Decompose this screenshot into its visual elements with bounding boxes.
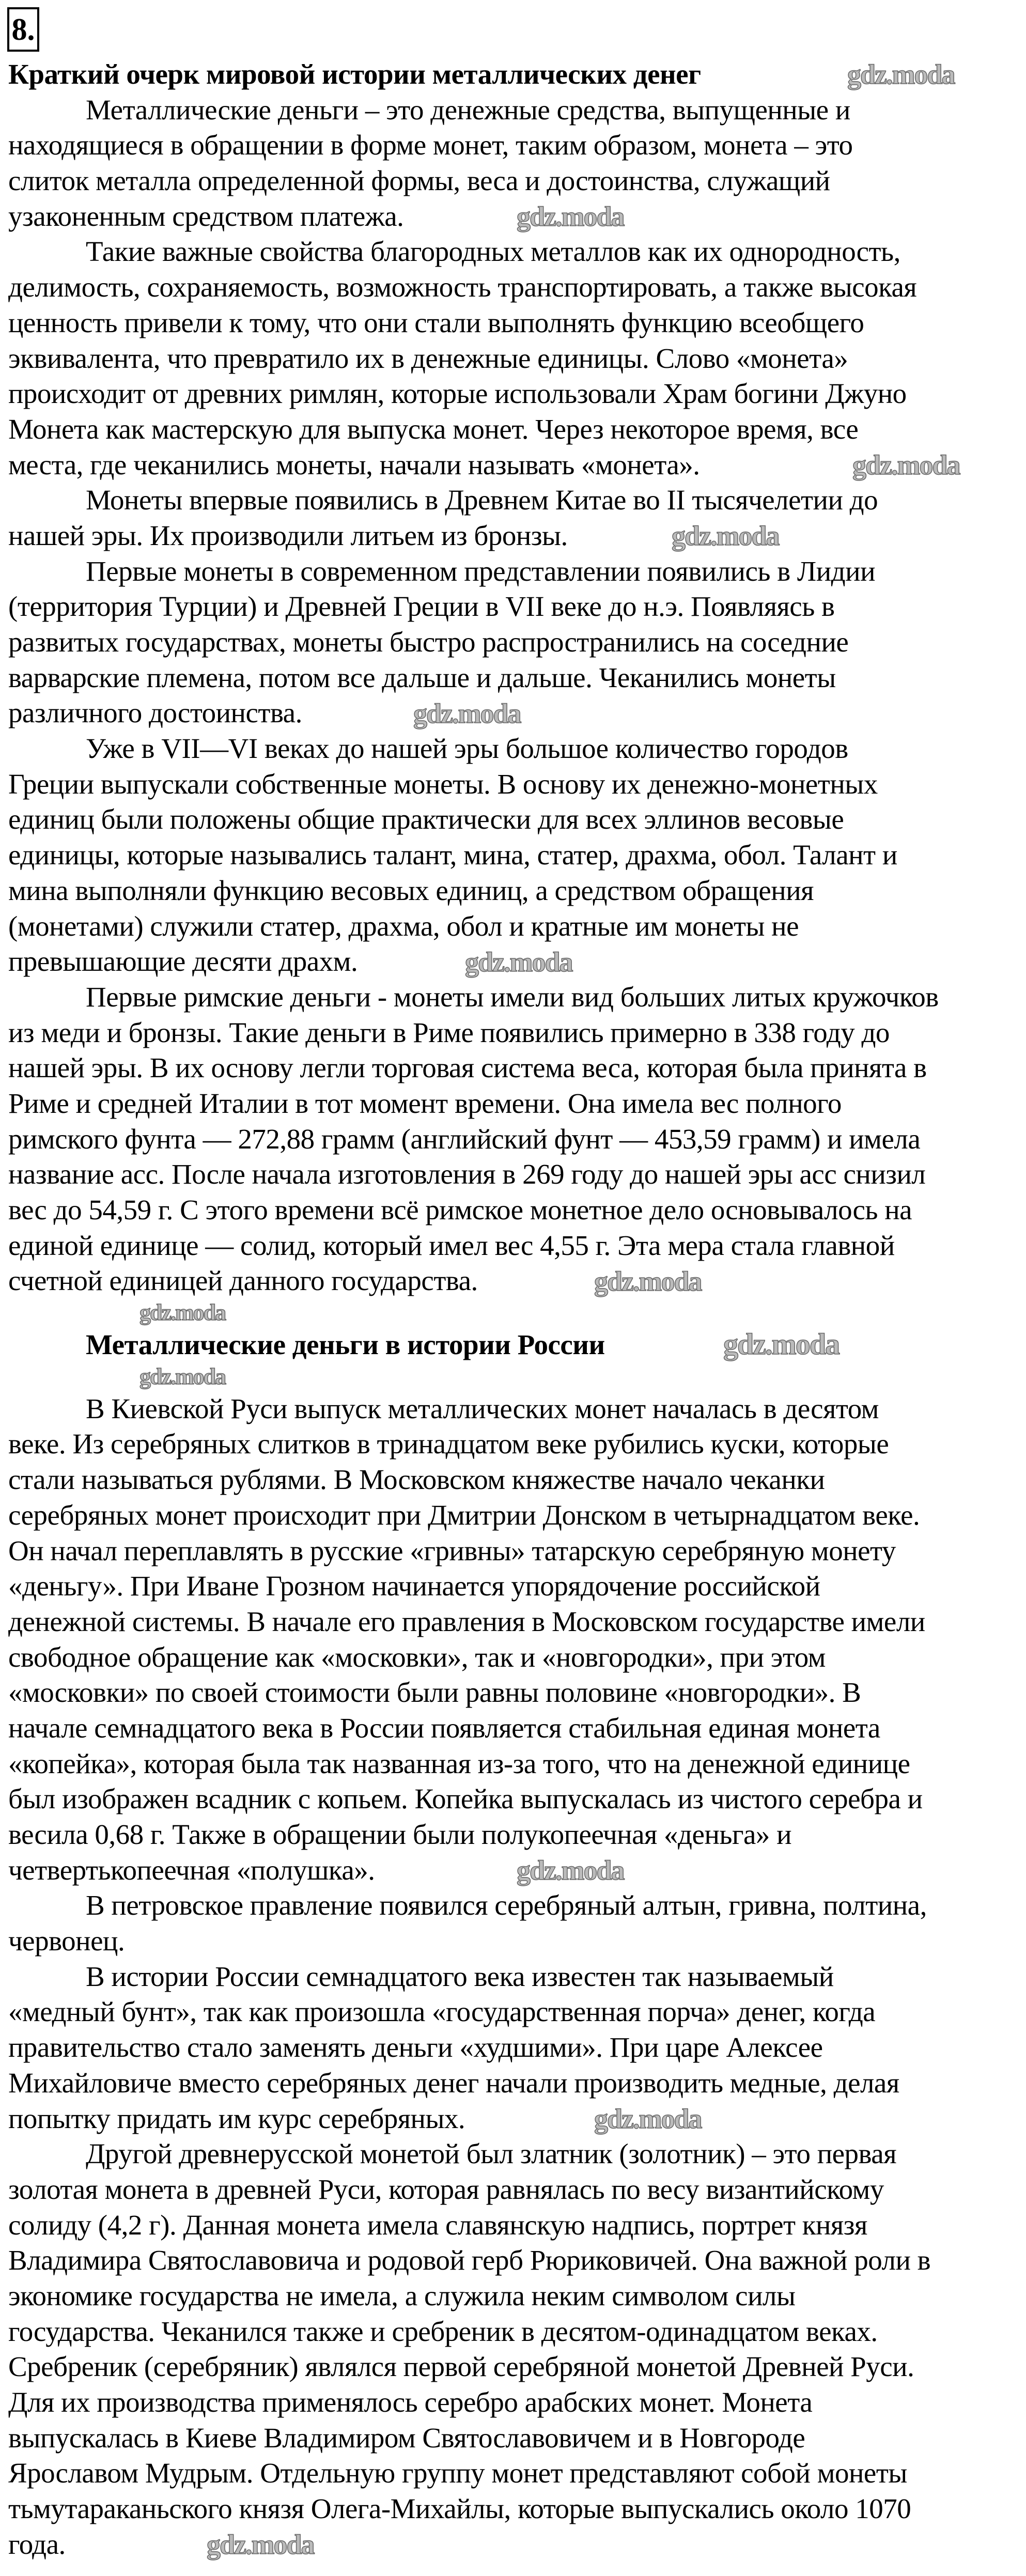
watermark: gdz.moda — [723, 1327, 840, 1361]
text-line: экономике государства не имела, а служила неким символом силы — [8, 2279, 796, 2311]
text-line: «московки» по своей стоимости были равны половине «новгородки». В — [8, 1677, 861, 1709]
text-line: места, где чеканились монеты, начали называть «монета». — [8, 448, 700, 480]
text-line: Другой древнерусской монетой был златник (золотник) – это первая — [86, 2138, 897, 2170]
text-line: эквивалента, что превратило их в денежные единицы. Слово «монета» — [8, 342, 848, 374]
paragraph — [8, 980, 1021, 1299]
text-line: тьмутараканьского князя Олега-Михайлы, которые выпускались около 1070 — [8, 2493, 911, 2525]
watermark: gdz.moda — [594, 2103, 702, 2134]
text-line: В петровское правление появился серебряный алтын, гривна, полтина, — [86, 1889, 927, 1921]
text-line: Первые римские деньги - монеты имели вид больших литых кружочков — [86, 981, 939, 1013]
watermark: gdz.moda — [672, 520, 779, 551]
text-line: Греции выпускали собственные монеты. В основу их денежно-монетных — [8, 768, 878, 800]
section-heading — [8, 1327, 1021, 1363]
paragraph — [8, 1888, 1021, 1959]
text-line: стали называться рублями. В Московском княжестве начало чеканки — [8, 1464, 825, 1496]
text-line: В Киевской Руси выпуск металлических монет началась в десятом — [86, 1392, 879, 1424]
paragraph — [8, 2136, 1021, 2562]
watermark: gdz.moda — [465, 946, 572, 977]
heading-text: Металлические деньги в истории России — [86, 1329, 605, 1361]
text-line: развитых государствах, монеты быстро распространились на соседние — [8, 626, 849, 658]
text-line: название асс. После начала изготовления в 269 году до нашей эры асс снизил — [8, 1158, 926, 1190]
paragraph — [8, 731, 1021, 980]
text-line: правительство стало заменять деньги «худшими». При царе Алексее — [8, 2031, 823, 2063]
paragraph — [8, 1959, 1021, 2136]
paragraph — [8, 1391, 1021, 1888]
text-line: червонец. — [8, 1925, 125, 1957]
text-line: мина выполняли функцию весовых единиц, а средством обращения — [8, 874, 814, 906]
text-line: слиток металла определенной формы, веса и достоинства, служащий — [8, 165, 830, 197]
paragraph — [8, 234, 1021, 483]
text-line: попытку придать им курс серебряных. — [8, 2102, 465, 2134]
paragraph — [8, 483, 1021, 553]
text-line: Михайловиче вместо серебряных денег начали производить медные, делая — [8, 2067, 899, 2099]
text-line: Он начал переплавлять в русские «гривны» татарскую серебряную монету — [8, 1534, 896, 1566]
text-line: свободное обращение как «московки», так и «новгородки», при этом — [8, 1641, 826, 1673]
text-line: единой единице — солид, который имел вес 4,55 г. Эта мера стала главной — [8, 1229, 895, 1261]
text-line: Ярославом Мудрым. Отдельную группу монет представляют собой монеты — [8, 2457, 907, 2489]
text-line: (монетами) служили статер, драхма, обол и кратные им монеты не — [8, 910, 799, 942]
text-line: происходит от древних римлян, которые использовали Храм богини Джуно — [8, 378, 907, 410]
text-line: четвертькопеечная «полушка». — [8, 1854, 375, 1886]
watermark: gdz.moda — [847, 59, 955, 90]
text-line: Владимира Святославовича и родовой герб Рюриковичей. Она важной роли в — [8, 2244, 931, 2276]
text-line: золотая монета в древней Руси, которая равнялась по весу византийскому — [8, 2173, 884, 2205]
text-line: ценность привели к тому, что они стали выполнять функцию всеобщего — [8, 306, 864, 338]
text-line: выпускалась в Киеве Владимиром Святославовичем и в Новгороде — [8, 2422, 805, 2454]
text-line: Риме и средней Италии в тот момент времени. Она имела вес полного — [8, 1087, 842, 1119]
text-line: (территория Турции) и Древней Греции в VII веке до н.э. Появляясь в — [8, 591, 835, 623]
text-line: весила 0,68 г. Также в обращении были полукопеечная «деньга» и — [8, 1819, 792, 1850]
text-line: узаконенным средством платежа. — [8, 200, 404, 232]
paragraph — [8, 92, 1021, 235]
text-line: находящиеся в обращении в форме монет, таким образом, монета – это — [8, 129, 853, 161]
text-line: Для их производства применялось серебро арабских монет. Монета — [8, 2386, 813, 2418]
text-line: делимость, сохраняемость, возможность транспортировать, а также высокая — [8, 271, 917, 303]
text-line: римского фунта — 272,88 грамм (английский фунт — 453,59 грамм) и имела — [8, 1123, 921, 1155]
text-line: единицы, которые назывались талант, мина, статер, драхма, обол. Талант и — [8, 839, 897, 871]
watermark: gdz.moda — [207, 2529, 314, 2560]
text-line: единиц были положены общие практически для всех эллинов весовые — [8, 803, 844, 835]
watermark: gdz.moda — [413, 698, 521, 729]
text-line: нашей эры. В их основу легли торговая система веса, которая была принята в — [8, 1052, 927, 1084]
text-line: Первые монеты в современном представлении появились в Лидии — [86, 555, 876, 587]
text-line: Монеты впервые появились в Древнем Китае во II тысячелетии до — [86, 484, 878, 516]
text-line: солиду (4,2 г). Данная монета имела славянскую надпись, портрет князя — [8, 2209, 867, 2241]
text-line: превышающие десяти драхм. — [8, 945, 358, 977]
text-line: различного достоинства. — [8, 697, 302, 729]
text-line: «медный бунт», так как произошла «государственная порча» денег, когда — [8, 1996, 876, 2028]
watermark: gdz.moda — [517, 201, 624, 232]
text-line: Такие важные свойства благородных металлов как их однородность, — [86, 236, 900, 268]
watermark: gdz.moda — [517, 1855, 624, 1886]
text-line: года. — [8, 2528, 66, 2560]
text-line: вес до 54,59 г. С этого времени всё римское монетное дело основывалось на — [8, 1194, 912, 1225]
text-line: Сребреник (серебряник) являлся первой серебряной монетой Древней Руси. — [8, 2351, 914, 2383]
text-line: В истории России семнадцатого века известен так называемый — [86, 1960, 834, 1992]
text-line: Металлические деньги – это денежные средства, выпущенные и — [86, 94, 850, 126]
text-line: нашей эры. Их производили литьем из бронзы. — [8, 519, 568, 551]
text-line: веке. Из серебряных слитков в тринадцатом веке рубились куски, которые — [8, 1428, 889, 1460]
text-line: денежной системы. В начале его правления в Московском государстве имели — [8, 1605, 925, 1637]
text-line: Уже в VII—VI веках до нашей эры большое количество городов — [86, 733, 848, 765]
text-line: государства. Чеканился также и сребреник в десятом-одинадцатом веках. — [8, 2315, 878, 2347]
text-line: Монета как мастерскую для выпуска монет. Через некоторое время, все — [8, 413, 859, 445]
text-line: серебряных монет происходит при Дмитрии Донском в четырнадцатом веке. — [8, 1499, 920, 1531]
watermark: gdz.moda — [139, 1300, 226, 1325]
heading-text: Краткий очерк мировой истории металлических денег — [8, 58, 701, 90]
text-line: варварские племена, потом все дальше и дальше. Чеканились монеты — [8, 661, 836, 693]
text-line: из меди и бронзы. Такие деньги в Риме появились примерно в 338 году до — [8, 1016, 890, 1048]
task-number-box: 8. — [7, 7, 39, 52]
watermark: gdz.moda — [139, 1364, 226, 1389]
text-line: начале семнадцатого века в России появляется стабильная единая монета — [8, 1712, 880, 1744]
text-line: счетной единицей данного государства. — [8, 1265, 478, 1297]
text-line: «копейка», которая была так названная из-за того, что на денежной единице — [8, 1747, 910, 1779]
text-line: «деньгу». При Иване Грозном начинается упорядочение российской — [8, 1570, 820, 1602]
watermark: gdz.moda — [852, 449, 960, 480]
text-line: был изображен всадник с копьем. Копейка выпускалась из чистого серебра и — [8, 1783, 923, 1815]
watermark: gdz.moda — [594, 1266, 702, 1297]
